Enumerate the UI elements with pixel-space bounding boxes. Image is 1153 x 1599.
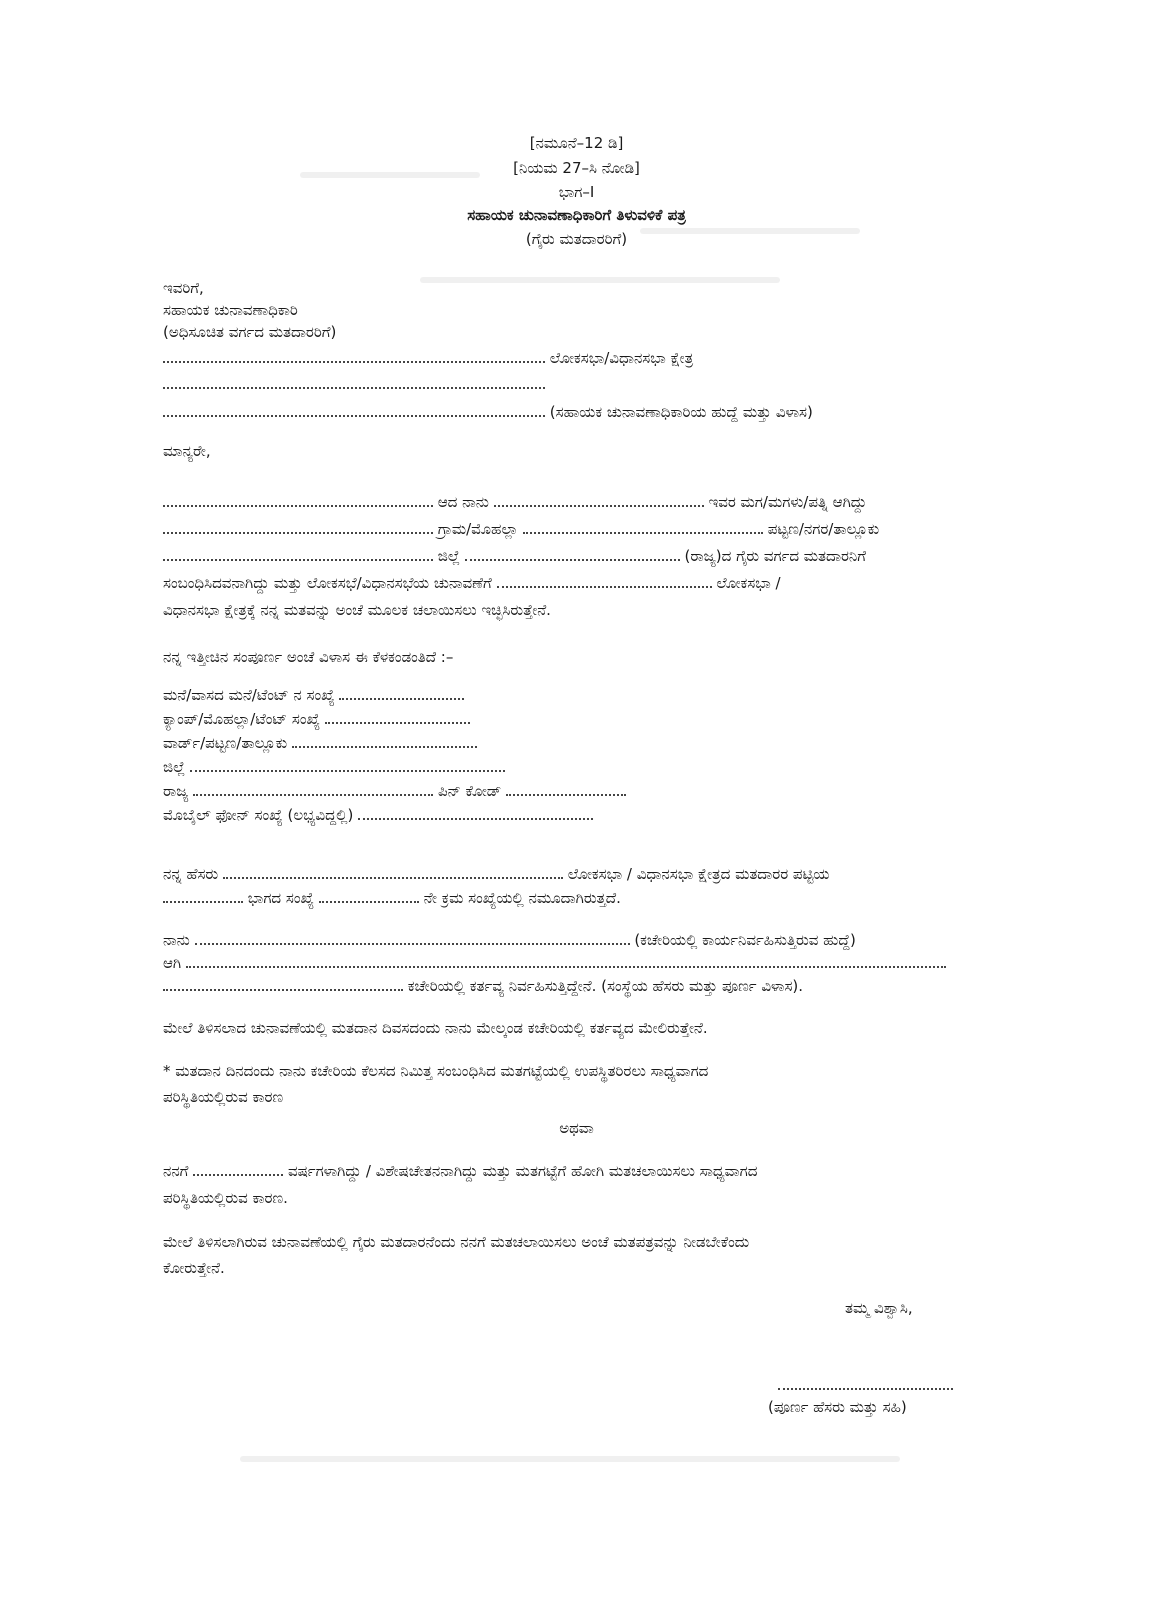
field-label: ನನ್ನ ಹೆಸರು (163, 865, 219, 883)
blank-field[interactable] (193, 1162, 283, 1176)
address-house (163, 685, 464, 705)
salutation: ಮಾನ್ಯರೇ, (163, 442, 211, 460)
field-label: ಮನೆ/ವಾಸದ ಮನೆ/ಟೆಂಟ್ ನ ಸಂಖ್ಯೆ (163, 686, 335, 704)
blank-field[interactable] (163, 403, 545, 417)
address-state (163, 781, 626, 801)
field-label: ಜಿಲ್ಲೆ (163, 758, 186, 776)
roll-line-1 (163, 864, 829, 884)
signature-field[interactable] (778, 1376, 953, 1390)
para1-line-d (163, 573, 781, 593)
para1-text: ಇವರ ಮಗ/ಮಗಳು/ಪತ್ನಿ ಆಗಿದ್ದು (708, 493, 867, 511)
rule-reference: [ನಿಯಮ 27–ಸಿ ನೋಡಿ] (513, 159, 640, 177)
para1-text: ಆದ ನಾನು (437, 493, 489, 511)
para1-text: ಸಂಬಂಧಿಸಿದವನಾಗಿದ್ದು ಮತ್ತು ಲೋಕಸಭೆ/ವಿಧಾನಸಭೆಯ ಚುನಾವಣೆಗೆ (163, 574, 492, 592)
closing: ತಮ್ಮ ವಿಶ್ವಾಸಿ, (845, 1299, 913, 1317)
blank-field[interactable] (465, 547, 680, 561)
form-number: [ನಮೂನೆ–12 ಡಿ] (529, 134, 624, 152)
blank-field[interactable] (163, 493, 433, 507)
field-label: ಆಗಿ (163, 954, 182, 972)
address-district (163, 757, 505, 777)
para1-line-e: ವಿಧಾನಸಭಾ ಕ್ಷೇತ್ರಕ್ಕೆ ನನ್ನ ಮತವನ್ನು ಅಂಚೆ ಮೂಲಕ ಚಲಾಯಿಸಲು ಇಚ್ಛಿಸಿರುತ್ತೇನೆ. (163, 601, 551, 619)
address-mobile (163, 805, 593, 825)
blank-field[interactable] (223, 865, 563, 879)
blank-field[interactable] (195, 931, 630, 945)
duty-statement: ಮೇಲೆ ತಿಳಿಸಲಾದ ಚುನಾವಣೆಯಲ್ಲಿ ಮತದಾನ ದಿವಸದಂದು ನಾನು ಮೇಲ್ಕಂಡ ಕಚೇರಿಯಲ್ಲಿ ಕರ್ತವ್ಯದ ಮೇಲಿರುತ್ತೇನೆ. (163, 1019, 708, 1037)
blank-field[interactable] (339, 686, 464, 700)
field-label: ವಾರ್ಡ್/ಪಟ್ಟಣ/ತಾಲ್ಲೂಕು (163, 734, 288, 752)
blank-field[interactable] (186, 954, 946, 968)
para1-line-b (163, 519, 879, 539)
blank-field[interactable] (497, 574, 712, 588)
para1-line-a (163, 492, 867, 512)
address-camp (163, 709, 470, 729)
blank-field[interactable] (163, 889, 243, 903)
designation-line (163, 402, 813, 422)
blank-field[interactable] (358, 806, 593, 820)
office-line-1 (163, 930, 856, 950)
office-line-3 (163, 976, 803, 996)
age-line-2: ಪರಿಸ್ಥಿತಿಯಲ್ಲಿರುವ ಕಾರಣ. (163, 1189, 288, 1207)
para1-text: ಲೋಕಸಭಾ / (716, 574, 781, 592)
address-heading: ನನ್ನ ಇತ್ತೀಚಿನ ಸಂಪೂರ್ಣ ಅಂಚೆ ವಿಳಾಸ ಈ ಕೆಳಕಂಡಂತಿದೆ :– (163, 648, 454, 666)
field-label: ಕಚೇರಿಯಲ್ಲಿ ಕರ್ತವ್ಯ ನಿರ್ವಹಿಸುತ್ತಿದ್ದೇನೆ. (ಸಂಸ್ಥೆಯ ಹೆಸರು ಮತ್ತು ಪೂರ್ಣ ವಿಳಾಸ). (407, 977, 804, 995)
blank-field[interactable] (193, 782, 433, 796)
addressee-category: (ಅಧಿಸೂಚಿತ ವರ್ಗದ ಮತದಾರರಿಗೆ) (163, 323, 337, 341)
blank-field[interactable] (163, 349, 545, 363)
signature-label: (ಪೂರ್ಣ ಹೆಸರು ಮತ್ತು ಸಹಿ) (768, 1398, 907, 1416)
addressee-to: ಇವರಿಗೆ, (163, 279, 204, 297)
form-subtitle: (ಗೈರು ಮತದಾರರಿಗೆ) (525, 230, 628, 248)
office-line-2 (163, 953, 946, 973)
field-label: ನಾನು (163, 931, 190, 949)
field-label: (ಕಚೇರಿಯಲ್ಲಿ ಕಾರ್ಯನಿರ್ವಹಿಸುತ್ತಿರುವ ಹುದ್ದೆ) (634, 931, 856, 949)
request-line-1: ಮೇಲೆ ತಿಳಿಸಲಾಗಿರುವ ಚುನಾವಣೆಯಲ್ಲಿ ಗೈರು ಮತದಾರನೆಂದು ನನಗೆ ಮತಚಲಾಯಿಸಲು ಅಂಚೆ ಮತಪತ್ರವನ್ನು ನೀಡಬೇಕೆಂದು (163, 1233, 750, 1251)
blank-field[interactable] (494, 493, 704, 507)
blank-field[interactable] (190, 758, 505, 772)
field-label: ಪಿನ್ ಕೋಡ್ (437, 782, 502, 800)
age-line-1 (163, 1161, 757, 1181)
blank-field[interactable] (325, 710, 470, 724)
field-label: ನನಗೆ (163, 1162, 189, 1180)
blank-field[interactable] (506, 782, 626, 796)
signature-line (778, 1375, 953, 1395)
field-label: ಮೊಬೈಲ್ ಫೋನ್ ಸಂಖ್ಯೆ (ಲಭ್ಯವಿದ್ದಲ್ಲಿ) (163, 806, 354, 824)
address-ward (163, 733, 477, 753)
form-title: ಸಹಾಯಕ ಚುನಾವಣಾಧಿಕಾರಿಗೆ ತಿಳುವಳಿಕೆ ಪತ್ರ (467, 206, 686, 224)
field-label: ರಾಜ್ಯ (163, 782, 189, 800)
part-label: ಭಾಗ–I (558, 183, 595, 201)
addressee-officer: ಸಹಾಯಕ ಚುನಾವಣಾಧಿಕಾರಿ (163, 301, 298, 319)
field-label: ಭಾಗದ ಸಂಖ್ಯೆ (247, 889, 315, 907)
request-line-2: ಕೋರುತ್ತೇನೆ. (163, 1259, 225, 1277)
para1-text: ಗ್ರಾಮ/ಮೊಹಲ್ಲಾ (437, 520, 519, 538)
field-label: ಲೋಕಸಭಾ / ವಿಧಾನಸಭಾ ಕ್ಷೇತ್ರದ ಮತದಾರರ ಪಟ್ಟಿಯ (567, 865, 830, 883)
reason-line-1: * ಮತದಾನ ದಿನದಂದು ನಾನು ಕಚೇರಿಯ ಕೆಲಸದ ನಿಮಿತ್ತ ಸಂಬಂಧಿಸಿದ ಮತಗಟ್ಟೆಯಲ್ಲಿ ಉಪಸ್ಥಿತರಿರಲು ಸಾಧ್ಯವಾಗದ (163, 1062, 709, 1080)
blank-field[interactable] (163, 547, 433, 561)
field-label: ವರ್ಷಗಳಾಗಿದ್ದು / ವಿಶೇಷಚೇತನನಾಗಿದ್ದು ಮತ್ತು ಮತಗಟ್ಟೆಗೆ ಹೋಗಿ ಮತಚಲಾಯಿಸಲು ಸಾಧ್ಯವಾಗದ (287, 1162, 758, 1180)
para1-text: ಪಟ್ಟಣ/ನಗರ/ತಾಲ್ಲೂಕು (767, 520, 880, 538)
constituency-label: ಲೋಕಸಭಾ/ವಿಧಾನಸಭಾ ಕ್ಷೇತ್ರ (549, 349, 694, 367)
para1-text: ಜಿಲ್ಲೆ (437, 547, 460, 565)
scan-artifact (240, 1456, 900, 1462)
designation-label: (ಸಹಾಯಕ ಚುನಾವಣಾಧಿಕಾರಿಯ ಹುದ್ದೆ ಮತ್ತು ವಿಳಾಸ) (549, 403, 813, 421)
blank-field[interactable] (163, 977, 403, 991)
constituency-line (163, 348, 693, 368)
field-label: ಕ್ಯಾಂಪ್/ಮೊಹಲ್ಲಾ/ಟೆಂಟ್ ಸಂಖ್ಯೆ (163, 710, 321, 728)
para1-line-c (163, 546, 866, 566)
field-label: ನೇ ಕ್ರಮ ಸಂಖ್ಯೆಯಲ್ಲಿ ನಮೂದಾಗಿರುತ್ತದೆ. (423, 889, 621, 907)
blank-field[interactable] (163, 375, 545, 389)
blank-field[interactable] (523, 520, 763, 534)
para1-text: (ರಾಜ್ಯ)ದ ಗೈರು ವರ್ಗದ ಮತದಾರನಿಗೆ (684, 547, 866, 565)
blank-field[interactable] (319, 889, 419, 903)
blank-field[interactable] (163, 520, 433, 534)
roll-line-2 (163, 888, 621, 908)
blank-field[interactable] (292, 734, 477, 748)
or-separator: ಅಥವಾ (559, 1119, 594, 1137)
reason-line-2: ಪರಿಸ್ಥಿತಿಯಲ್ಲಿರುವ ಕಾರಣ (163, 1088, 284, 1106)
scan-artifact (420, 277, 780, 283)
address-blank-line (163, 374, 545, 394)
